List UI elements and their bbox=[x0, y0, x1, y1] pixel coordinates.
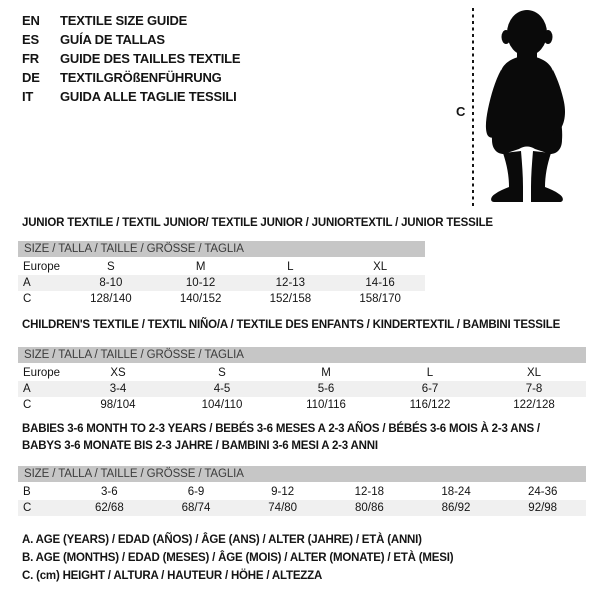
footnote-age-years: A. AGE (YEARS) / EDAD (AÑOS) / ÂGE (ANS) / ALTER (JAHRE) / ETÀ (ANNI) bbox=[22, 534, 422, 546]
height-cell: 98/104 bbox=[100, 399, 136, 411]
row-label: B bbox=[23, 486, 31, 498]
language-code: DE bbox=[22, 70, 40, 85]
row-label: Europe bbox=[23, 367, 61, 379]
language-title-list bbox=[22, 11, 240, 106]
language-code: ES bbox=[22, 32, 39, 47]
table-row-months bbox=[18, 484, 586, 500]
table-row-height bbox=[18, 397, 586, 413]
height-cell: 140/152 bbox=[179, 293, 222, 305]
language-code: FR bbox=[22, 51, 39, 66]
guide-title: TEXTILGRÖßENFÜHRUNG bbox=[60, 70, 222, 85]
language-code: EN bbox=[22, 13, 40, 28]
size-cell: M bbox=[321, 367, 331, 379]
guide-title: GUÍA DE TALLAS bbox=[60, 32, 165, 47]
height-cell: 104/110 bbox=[201, 399, 243, 411]
months-cell: 9-12 bbox=[271, 486, 295, 498]
section-heading-children: CHILDREN'S TEXTILE / TEXTIL NIÑO/A / TEXTILE DES ENFANTS / KINDERTEXTIL / BAMBINI TESSILE bbox=[22, 319, 561, 331]
section-heading-junior: JUNIOR TEXTILE / TEXTIL JUNIOR/ TEXTILE JUNIOR / JUNIORTEXTIL / JUNIOR TESSILE bbox=[22, 217, 493, 229]
months-cell: 3-6 bbox=[101, 486, 118, 498]
language-row bbox=[22, 49, 240, 68]
height-cell: 86/92 bbox=[441, 502, 471, 514]
size-cell: S bbox=[107, 261, 115, 273]
months-cell: 18-24 bbox=[441, 486, 471, 498]
guide-title: GUIDE DES TAILLES TEXTILE bbox=[60, 51, 241, 66]
size-cell: M bbox=[195, 261, 206, 273]
size-header-bar: SIZE / TALLA / TAILLE / GRÖSSE / TAGLIA bbox=[18, 347, 586, 363]
section-heading-babies-line1: BABIES 3-6 MONTH TO 2-3 YEARS / BEBÉS 3-6 MESES A 2-3 AÑOS / BÉBÉS 3-6 MOIS À 2-3 ANS / bbox=[22, 423, 540, 435]
table-row-height bbox=[18, 500, 586, 516]
language-code: IT bbox=[22, 89, 34, 104]
row-label: A bbox=[23, 277, 31, 289]
height-cell: 92/98 bbox=[528, 502, 558, 514]
months-cell: 24-36 bbox=[527, 486, 558, 498]
language-row bbox=[22, 11, 240, 30]
age-cell: 6-7 bbox=[421, 383, 439, 395]
children-size-table bbox=[18, 347, 586, 413]
age-cell: 8-10 bbox=[99, 277, 123, 289]
language-row bbox=[22, 68, 240, 87]
table-row-age bbox=[18, 381, 586, 397]
height-cell: 68/74 bbox=[181, 502, 211, 514]
row-label: C bbox=[23, 502, 32, 514]
row-label: C bbox=[23, 293, 32, 305]
row-label: Europe bbox=[23, 261, 61, 273]
table-row-europe bbox=[18, 259, 425, 275]
junior-size-table bbox=[18, 241, 425, 307]
babies-size-table bbox=[18, 466, 586, 516]
language-row bbox=[22, 30, 240, 49]
size-cell: L bbox=[287, 261, 294, 273]
size-cell: L bbox=[426, 367, 434, 379]
months-cell: 12-18 bbox=[354, 486, 385, 498]
height-cell: 62/68 bbox=[94, 502, 124, 514]
height-cell: 152/158 bbox=[269, 293, 312, 305]
row-label: C bbox=[23, 399, 32, 411]
height-cell: 122/128 bbox=[513, 399, 555, 411]
size-header-bar: SIZE / TALLA / TAILLE / GRÖSSE / TAGLIA bbox=[18, 466, 586, 482]
table-row-europe bbox=[18, 365, 586, 381]
footnote-height: C. (cm) HEIGHT / ALTURA / HAUTEUR / HÖHE / ALTEZZA bbox=[22, 570, 323, 582]
height-cell: 110/116 bbox=[306, 399, 346, 411]
height-cell: 116/122 bbox=[409, 399, 451, 411]
footnote-age-months: B. AGE (MONTHS) / EDAD (MESES) / ÂGE (MOIS) / ALTER (MONATE) / ETÀ (MESI) bbox=[22, 552, 454, 564]
toddler-figure bbox=[440, 0, 600, 215]
size-header-bar: SIZE / TALLA / TAILLE / GRÖSSE / TAGLIA bbox=[18, 241, 425, 257]
height-measure-label: C bbox=[456, 104, 466, 119]
table-row-age bbox=[18, 275, 425, 291]
height-cell: 74/80 bbox=[268, 502, 298, 514]
section-heading-babies-line2: BABYS 3-6 MONATE BIS 2-3 JAHRE / BAMBINI 3-6 MESI A 2-3 ANNI bbox=[22, 440, 378, 452]
guide-title: TEXTILE SIZE GUIDE bbox=[60, 13, 188, 28]
row-label: A bbox=[23, 383, 31, 395]
size-cell: XL bbox=[526, 367, 542, 379]
age-cell: 10-12 bbox=[185, 277, 216, 289]
size-cell: XS bbox=[110, 367, 126, 379]
size-cell: XL bbox=[373, 261, 388, 273]
height-cell: 80/86 bbox=[354, 502, 384, 514]
size-cell: S bbox=[218, 367, 226, 379]
age-cell: 5-6 bbox=[317, 383, 335, 395]
age-cell: 7-8 bbox=[525, 383, 543, 395]
height-cell: 128/140 bbox=[90, 293, 132, 305]
language-row bbox=[22, 87, 240, 106]
height-cell: 158/170 bbox=[359, 293, 401, 305]
months-cell: 6-9 bbox=[187, 486, 205, 498]
age-cell: 12-13 bbox=[275, 277, 306, 289]
age-cell: 14-16 bbox=[365, 277, 395, 289]
age-cell: 3-4 bbox=[109, 383, 127, 395]
age-cell: 4-5 bbox=[213, 383, 231, 395]
guide-title: GUIDA ALLE TAGLIE TESSILI bbox=[60, 89, 237, 104]
toddler-silhouette-icon bbox=[486, 10, 565, 202]
table-row-height bbox=[18, 291, 425, 307]
